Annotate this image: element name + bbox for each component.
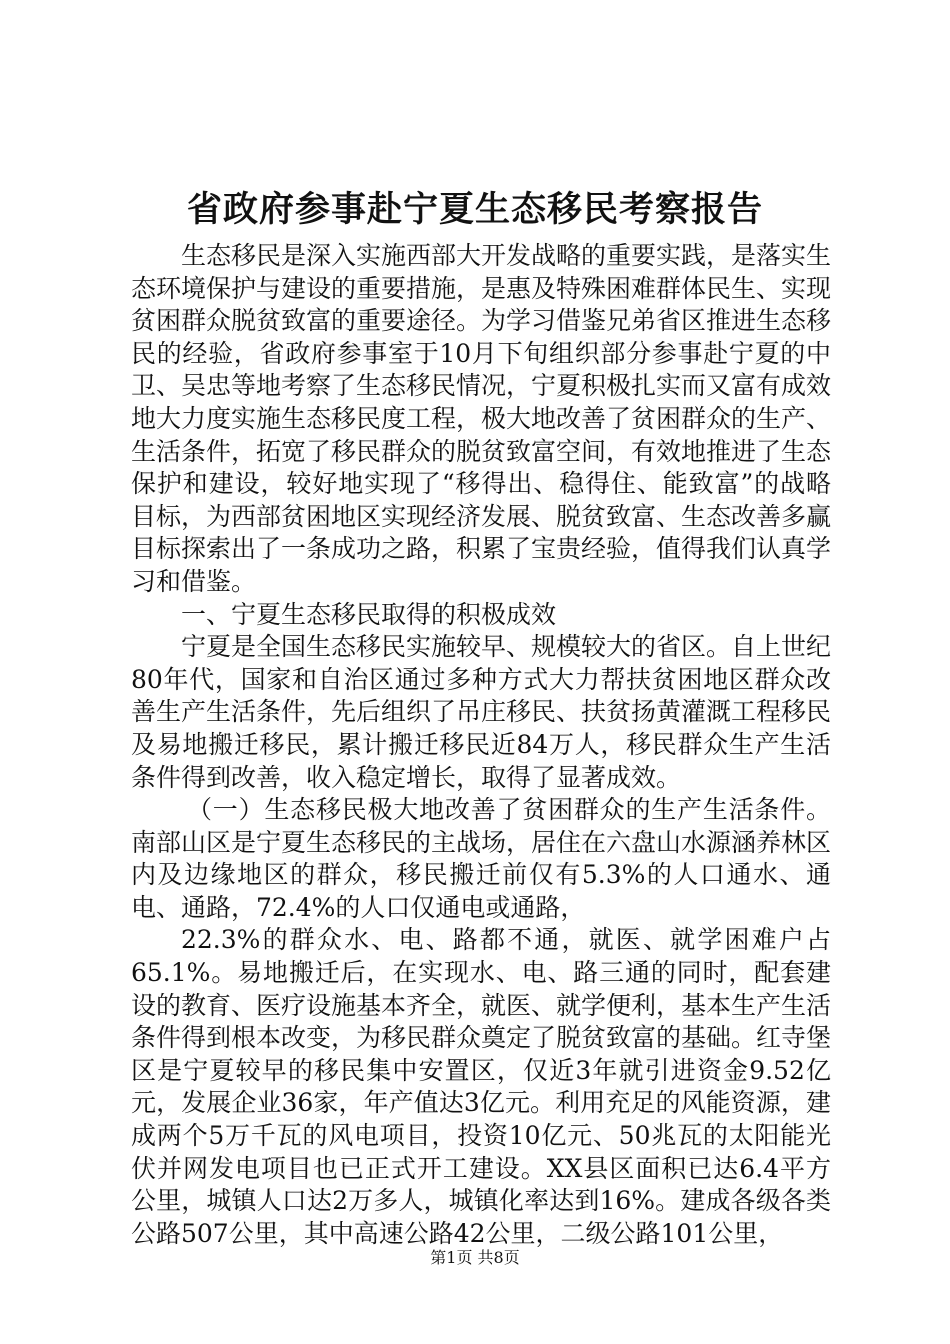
document-title: 省政府参事赴宁夏生态移民考察报告 <box>186 189 763 230</box>
section-paragraph: 宁夏是全国生态移民实施较早、规模较大的省区。自上世纪80年代，国家和自治区通过多种方式大力帮扶贫困地区群众改善生产生活条件，先后组织了吊庄移民、扶贫扬黄灌溉工程移民及易地搬迁移民，累计搬迁移民近84万人，移民群众生产生活条件得到改善，收入稳定增长，取得了显著成效。 <box>131 632 832 792</box>
document-body <box>131 240 831 1250</box>
section-heading: 一、宁夏生态移民取得的积极成效 <box>181 599 557 629</box>
page-footer: 第1页 共8页 <box>430 1248 520 1267</box>
continuation-paragraph: 22.3%的群众水、电、路都不通，就医、就学困难户占65.1%。易地搬迁后，在实现水、电、路三通的同时，配套建设的教育、医疗设施基本齐全，就医、就学便利，基本生产生活条件得到根本改变，为移民群众奠定了脱贫致富的基础。红寺堡区是宁夏较早的移民集中安置区，仅近3年就引进资金9.52亿元，发展企业36家，年产值达3亿元。利用充足的风能资源，建成两个5万千瓦的风电项目，投资10亿元、50兆瓦的太阳能光伏并网发电项目也已正式开工建设。XX县区面积已达6.4平方公里，城镇人口达2万多人，城镇化率达到16%。建成各级各类公路507公里，其中高速公路42公里，二级公路101公里， <box>131 925 832 1248</box>
intro-paragraph: 生态移民是深入实施西部大开发战略的重要实践，是落实生态环境保护与建设的重要措施，是惠及特殊困难群体民生、实现贫困群众脱贫致富的重要途径。为学习借鉴兄弟省区推进生态移民的经验，省政府参事室于10月下旬组织部分参事赴宁夏的中卫、吴忠等地考察了生态移民情况，宁夏积极扎实而又富有成效地大力度实施生态移民度工程，极大地改善了贫困群众的生产、生活条件，拓宽了移民群众的脱贫致富空间，有效地推进了生态保护和建设，较好地实现了“移得出、稳得住、能致富”的战略目标，为西部贫困地区实现经济发展、脱贫致富、生态改善多赢目标探索出了一条成功之路，积累了宝贵经验，值得我们认真学习和借鉴。 <box>131 241 832 596</box>
subsection-paragraph: （一）生态移民极大地改善了贫困群众的生产生活条件。南部山区是宁夏生态移民的主战场，居住在六盘山水源涵养林区内及边缘地区的群众，移民搬迁前仅有5.3%的人口通水、通电、通路，72.4%的人口仅通电或通路， <box>131 795 832 922</box>
